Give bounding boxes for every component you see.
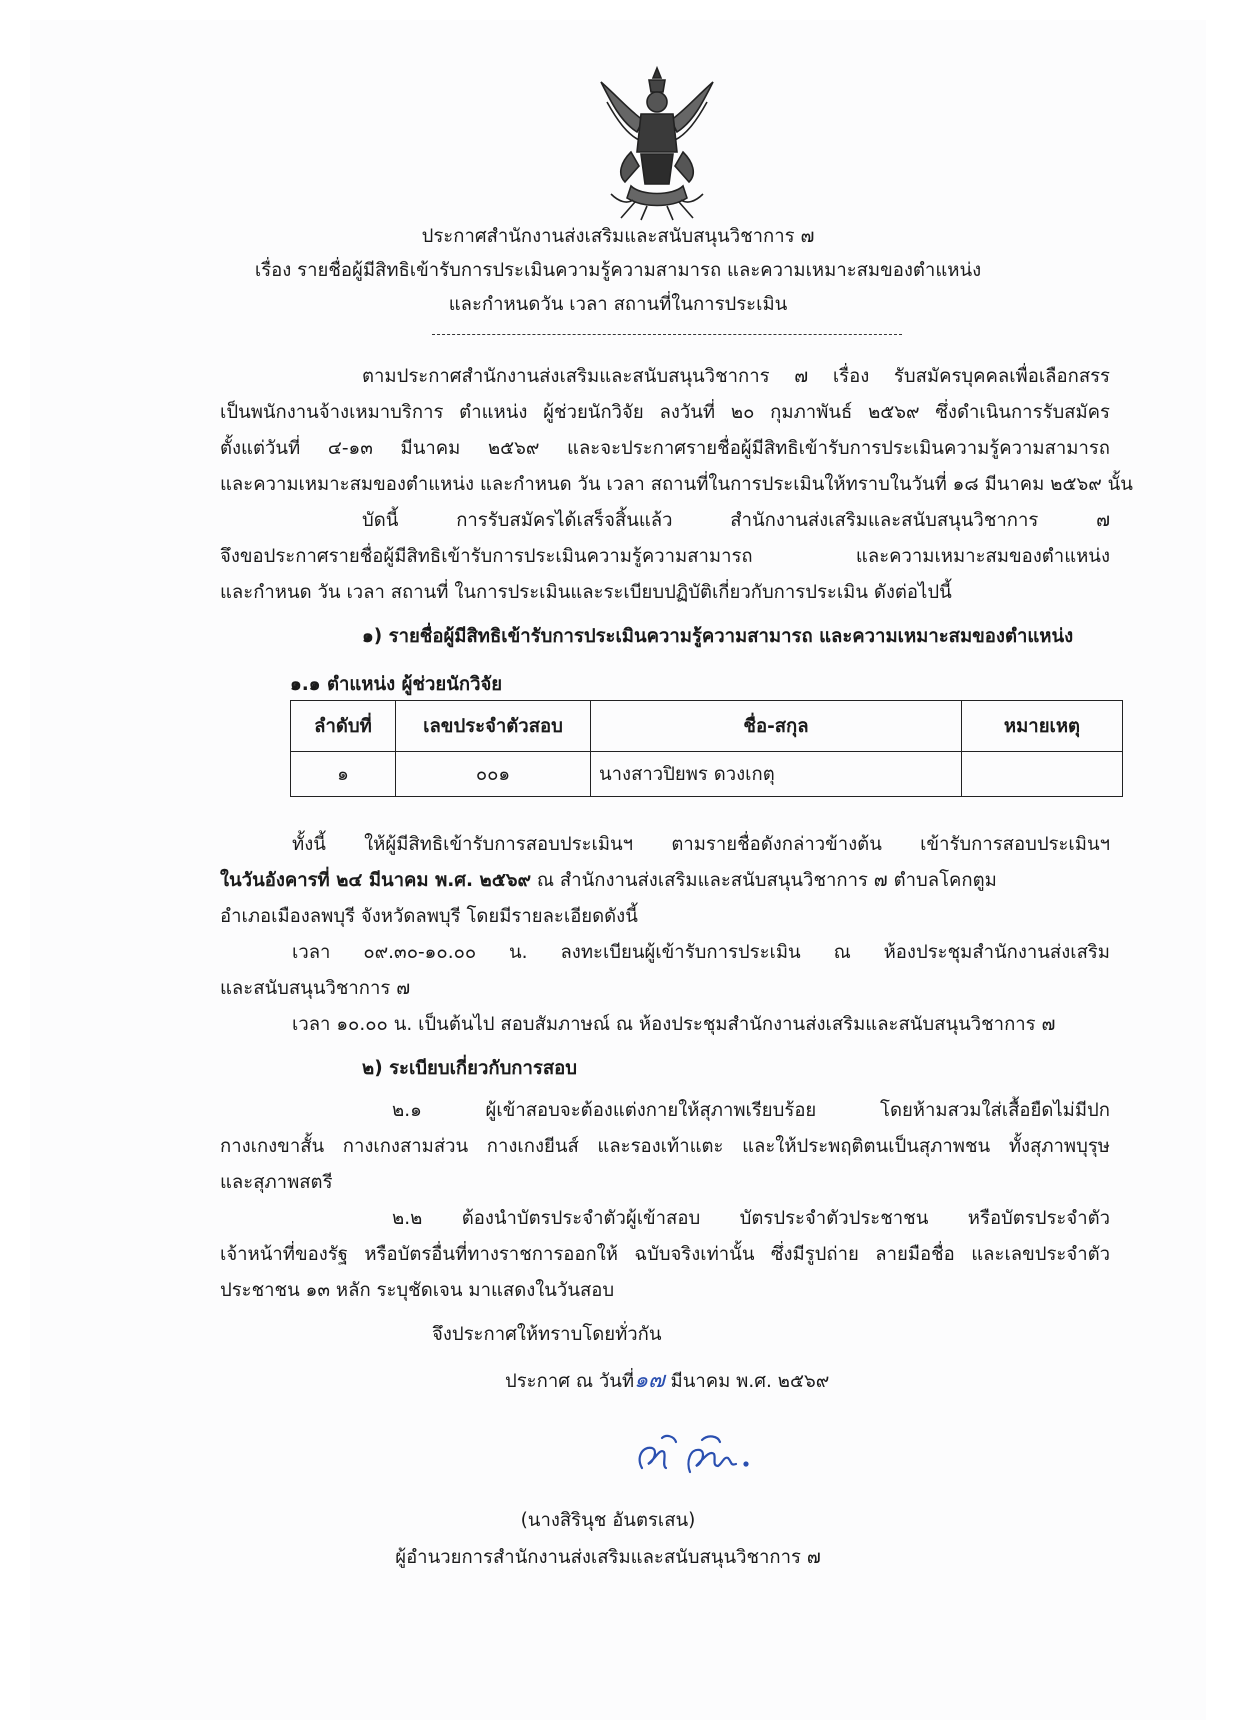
col-header-name: ชื่อ-สกุล — [591, 701, 962, 752]
handwritten-signature — [632, 1428, 762, 1488]
closing-announce: จึงประกาศให้ทราบโดยทั่วกัน — [432, 1324, 662, 1345]
intro-p2-line3: และกำหนด วัน เวลา สถานที่ ในการประเมินและระเบียบปฏิบัติเกี่ยวกับการประเมิน ดังต่อไปนี้ — [220, 582, 952, 603]
cell-exam-id: ๐๐๑ — [396, 752, 591, 797]
rule2-line1: ๒.๒ ต้องนำบัตรประจำตัวผู้เข้าสอบ บัตรประจำตัวประชาชน หรือบัตรประจำตัว — [392, 1208, 1110, 1229]
intro-p1-line1: ตามประกาศสำนักงานส่งเสริมและสนับสนุนวิชาการ ๗ เรื่อง รับสมัครบุคคลเพื่อเลือกสรร — [362, 366, 1110, 387]
schedule-line5: และสนับสนุนวิชาการ ๗ — [220, 978, 411, 999]
subject-line-2: และกำหนดวัน เวลา สถานที่ในการประเมิน — [448, 294, 788, 315]
schedule-line3: อำเภอเมืองลพบุรี จังหวัดลพบุรี โดยมีรายละเอียดดังนี้ — [220, 906, 638, 927]
intro-p1-line4: และความเหมาะสมของตำแหน่ง และกำหนด วัน เวลา สถานที่ในการประเมินให้ทราบในวันที่ ๑๘ มีนาคม ๒๕๖๙ นั้น — [220, 474, 1133, 495]
date-suffix: มีนาคม พ.ศ. ๒๕๖๙ — [664, 1371, 830, 1392]
intro-p2-line1: บัดนี้ การรับสมัครได้เสร็จสิ้นแล้ว สำนักงานส่งเสริมและสนับสนุนวิชาการ ๗ — [362, 510, 1110, 531]
intro-p2-line2: จึงขอประกาศรายชื่อผู้มีสิทธิเข้ารับการประเมินความรู้ความสามารถ และความเหมาะสมของตำแหน่ง — [220, 546, 1110, 567]
cell-order: ๑ — [291, 752, 396, 797]
header-divider — [432, 334, 902, 335]
closing-date — [505, 1368, 829, 1395]
rule2-line2: เจ้าหน้าที่ของรัฐ หรือบัตรอื่นที่ทางราชการออกให้ ฉบับจริงเท่านั้น ซึ่งมีรูปถ่าย ลายมือชื่อ และเลขประจำตัว — [220, 1244, 1110, 1265]
intro-p1-line2: เป็นพนักงานจ้างเหมาบริการ ตำแหน่ง ผู้ช่วยนักวิจัย ลงวันที่ ๒๐ กุมภาพันธ์ ๒๕๖๙ ซึ่งดำเนินการรับสมัคร — [220, 402, 1110, 423]
col-header-exam-id: เลขประจำตัวสอบ — [396, 701, 591, 752]
issuer-title: ประกาศสำนักงานส่งเสริมและสนับสนุนวิชาการ ๗ — [421, 226, 815, 247]
rule1-line1: ๒.๑ ผู้เข้าสอบจะต้องแต่งกายให้สุภาพเรียบร้อย โดยห้ามสวมใส่เสื้อยืดไม่มีปก — [392, 1100, 1110, 1121]
signer-name: (นางสิรินุช อันตรเสน) — [520, 1510, 696, 1531]
subject-line-1: เรื่อง รายชื่อผู้มีสิทธิเข้ารับการประเมินความรู้ความสามารถ และความเหมาะสมของตำแหน่ง — [254, 260, 982, 281]
exam-location: ณ สำนักงานส่งเสริมและสนับสนุนวิชาการ ๗ ตำบลโคกตูม — [531, 870, 997, 891]
table-header-row — [291, 701, 1123, 752]
rule2-line3: ประชาชน ๑๓ หลัก ระบุชัดเจน มาแสดงในวันสอบ — [220, 1280, 615, 1301]
rule1-line2: กางเกงขาสั้น กางเกงสามส่วน กางเกงยีนส์ และรองเท้าแตะ และให้ประพฤติตนเป็นสุภาพชน ทั้งสุภาพบุรุษ — [220, 1136, 1110, 1157]
candidate-table — [290, 700, 1123, 797]
signer-title: ผู้อำนวยการสำนักงานส่งเสริมและสนับสนุนวิชาการ ๗ — [395, 1547, 821, 1568]
rule1-line3: และสุภาพสตรี — [220, 1172, 333, 1193]
section1-subheading: ๑.๑ ตำแหน่ง ผู้ช่วยนักวิจัย — [290, 674, 503, 695]
schedule-line1: ทั้งนี้ ให้ผู้มีสิทธิเข้ารับการสอบประเมินฯ ตามรายชื่อดังกล่าวข้างต้น เข้ารับการสอบประเมินฯ — [292, 834, 1110, 855]
section1-heading: ๑) รายชื่อผู้มีสิทธิเข้ารับการประเมินความรู้ความสามารถ และความเหมาะสมของตำแหน่ง — [362, 626, 1074, 647]
section2-heading: ๒) ระเบียบเกี่ยวกับการสอบ — [362, 1058, 577, 1079]
schedule-line6: เวลา ๑๐.๐๐ น. เป็นต้นไป สอบสัมภาษณ์ ณ ห้องประชุมสำนักงานส่งเสริมและสนับสนุนวิชาการ ๗ — [292, 1014, 1056, 1035]
exam-date-bold: ในวันอังคารที่ ๒๔ มีนาคม พ.ศ. ๒๕๖๙ — [220, 870, 531, 891]
col-header-order: ลำดับที่ — [291, 701, 396, 752]
garuda-emblem-icon — [591, 62, 723, 222]
schedule-line4: เวลา ๐๙.๓๐-๑๐.๐๐ น. ลงทะเบียนผู้เข้ารับการประเมิน ณ ห้องประชุมสำนักงานส่งเสริม — [292, 942, 1110, 963]
schedule-line2 — [220, 868, 997, 894]
date-prefix: ประกาศ ณ วันที่ — [505, 1371, 635, 1392]
table-row — [291, 752, 1123, 797]
cell-name: นางสาวปิยพร ดวงเกตุ — [591, 752, 962, 797]
col-header-remarks: หมายเหตุ — [962, 701, 1123, 752]
intro-p1-line3: ตั้งแต่วันที่ ๔-๑๓ มีนาคม ๒๕๖๙ และจะประกาศรายชื่อผู้มีสิทธิเข้ารับการประเมินความรู้ความสามารถ — [220, 438, 1110, 459]
date-day-handwritten: ๑๗ — [634, 1368, 665, 1393]
cell-remarks — [962, 752, 1123, 797]
